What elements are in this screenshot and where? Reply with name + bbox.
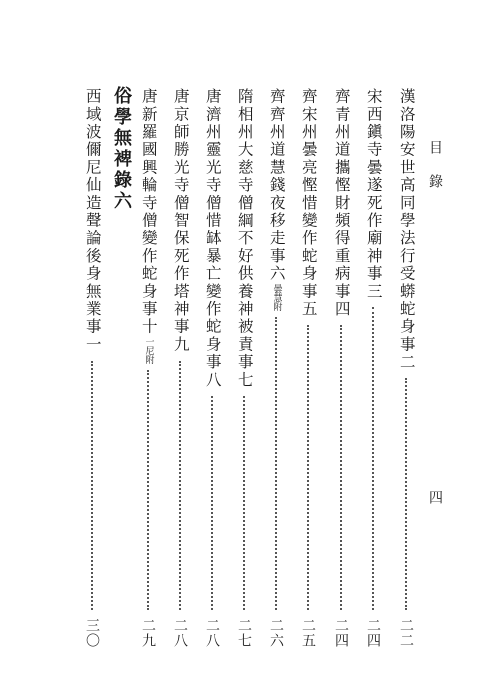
toc-entry — [170, 88, 190, 648]
page-folio-number: 四 — [427, 490, 443, 504]
toc-entry-title: 唐濟州靈光寺僧惜缽暴亡變作蛇身事八 — [203, 88, 222, 389]
toc-entry-page: 二四 — [365, 618, 381, 648]
toc-dot-leader — [307, 325, 309, 610]
toc-entry-title: 宋西鎭寺曇遂死作廟神事三 — [364, 88, 383, 301]
toc-entry — [82, 88, 102, 648]
page-header-title: 目錄 — [427, 140, 443, 208]
toc-entry-title: 漢洛陽安世高同學法行受蟒蛇身事二 — [397, 88, 416, 372]
toc-entry-title: 西域波儞尼仙造聲論後身無業事一 — [83, 88, 102, 354]
toc-entry-title: 唐京師勝光寺僧智保死作塔神事九 — [171, 88, 190, 354]
toc-entry-page: 二六 — [268, 618, 284, 648]
toc-entry-note: 一尼附 — [143, 336, 154, 364]
toc-entry-title: 隋相州大慈寺僧綱不好供養神被責事七 — [235, 88, 254, 389]
toc-dot-leader — [211, 396, 213, 610]
toc-entry-page: 二五 — [300, 618, 316, 648]
toc-entry-title: 唐新羅國興輪寺僧變作蛇身事十 — [139, 88, 158, 336]
toc-dot-leader — [405, 378, 407, 610]
toc-dot-leader — [243, 396, 245, 610]
toc-entry-page: 三〇 — [84, 618, 100, 648]
toc-entry-title: 齊齊州道慧錢夜移走事六 — [267, 88, 286, 283]
toc-entry-page: 二四 — [333, 618, 349, 648]
toc-entry-title: 齊宋州曇亮慳惜變作蛇身事五 — [299, 88, 318, 319]
toc-dot-leader — [372, 307, 374, 610]
toc-dot-leader — [275, 317, 277, 610]
toc-dot-leader — [179, 361, 181, 611]
toc-entry-page: 二九 — [140, 618, 156, 648]
toc-dot-leader — [340, 325, 342, 610]
toc-entry — [331, 88, 351, 648]
toc-entry — [234, 88, 254, 648]
toc-entry-title: 齊青州道攜慳財頻得重病事四 — [332, 88, 351, 319]
toc-dot-leader — [91, 361, 93, 611]
toc-entry — [396, 88, 416, 648]
toc-entry — [363, 88, 383, 648]
toc-dot-leader — [147, 370, 149, 610]
toc-entry-page: 二二 — [398, 618, 414, 648]
toc-entry-page: 二八 — [172, 618, 188, 648]
toc-entry — [298, 88, 318, 648]
toc-entry — [202, 88, 222, 648]
toc-entry-page: 二八 — [204, 618, 220, 648]
toc-entry-note: 曇慧附 — [271, 283, 282, 311]
toc-entry-page: 二七 — [236, 618, 252, 648]
section-heading: 俗學無裨錄六 — [111, 86, 132, 212]
toc-entry — [138, 88, 158, 648]
toc-entry — [266, 88, 286, 648]
